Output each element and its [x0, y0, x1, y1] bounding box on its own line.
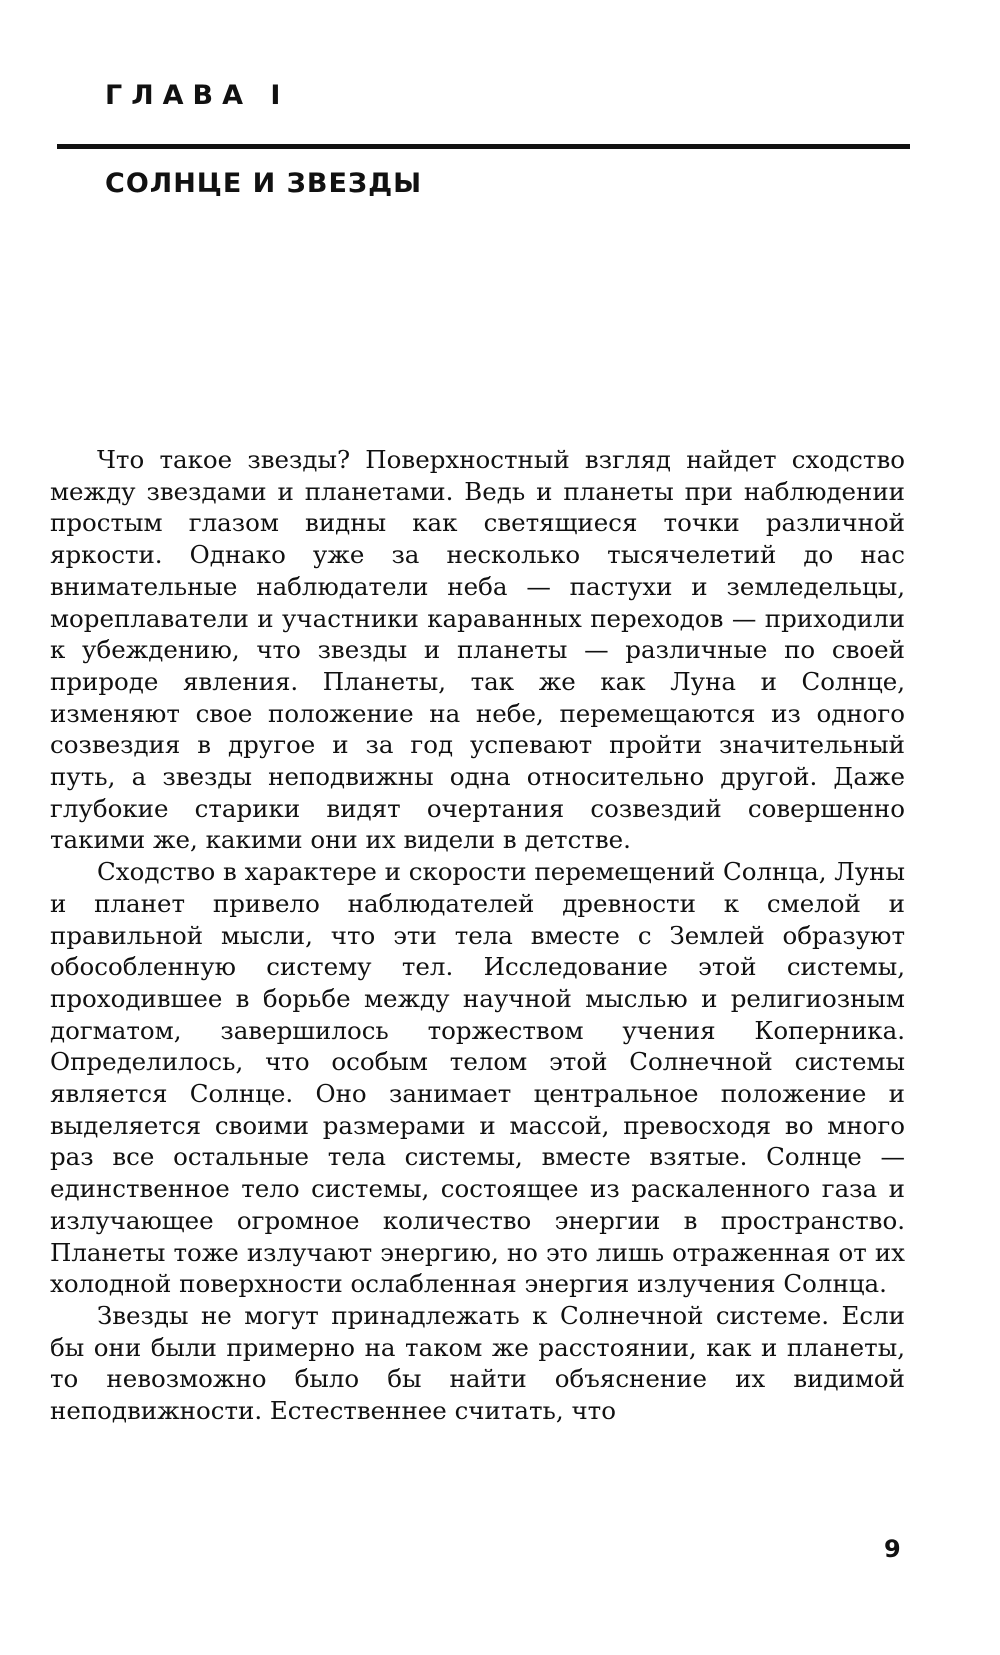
- page-number: 9: [884, 1535, 901, 1563]
- body-text: [50, 444, 905, 1427]
- chapter-divider: [57, 144, 910, 149]
- paragraph-2: Сходство в характере и скорости перемещений Солнца, Луны и планет привело наблюдателей древности к смелой и правильной мысли, что эти тела вместе с Землей образуют обособленную систему тел. Исследование этой системы, проходившее в борьбе между научной мыслью и религиозным догматом, завершилось торжеством учения Коперника. Определилось, что особым телом этой Солнечной системы является Солнце. Оно занимает центральное положение и выделяется своими размерами и массой, превосходя во много раз все остальные тела системы, вместе взятые. Солнце — единственное тело системы, состоящее из раскаленного газа и излучающее огромное количество энергии в пространство. Планеты тоже излучают энергию, но это лишь отраженная от их холодной поверхности ослабленная энергия излучения Солнца.: [50, 857, 905, 1299]
- paragraph-3: Звезды не могут принадлежать к Солнечной системе. Если бы они были примерно на таком же расстоянии, как и планеты, то невозможно было бы найти объяснение их видимой неподвижности. Естественнее считать, что: [50, 1300, 905, 1426]
- chapter-label: ГЛАВА I: [105, 80, 290, 111]
- chapter-title: СОЛНЦЕ И ЗВЕЗДЫ: [105, 168, 423, 199]
- paragraph-1: Что такое звезды? Поверхностный взгляд найдет сходство между звездами и планетами. Ведь и планеты при наблюдении простым глазом видны как светящиеся точки различной яркости. Однако уже за несколько тысячелетий до нас внимательные наблюдатели неба — пастухи и земледельцы, мореплаватели и участники караванных переходов — приходили к убеждению, что звезды и планеты — различные по своей природе явления. Планеты, так же как Луна и Солнце, изменяют свое положение на небе, перемещаются из одного созвездия в другое и за год успевают пройти значительный путь, а звезды неподвижны одна относительно другой. Даже глубокие старики видят очертания созвездий совершенно такими же, какими они их видели в детстве.: [50, 445, 905, 855]
